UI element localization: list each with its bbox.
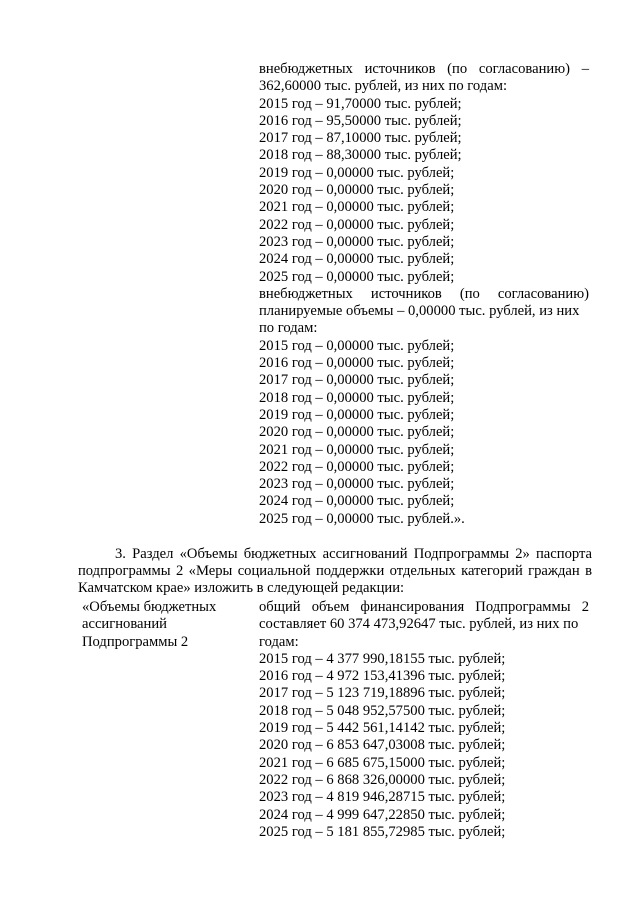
label-line: Подпрограммы 2 (82, 633, 189, 650)
text-line: 2015 год – 4 377 990,18155 тыс. рублей; (259, 650, 506, 667)
text-line: 2015 год – 91,70000 тыс. рублей; (259, 95, 462, 112)
paragraph-line: подпрограммы 2 «Меры социальной поддержки отдельных категорий граждан в (78, 563, 592, 580)
text-line: 2020 год – 0,00000 тыс. рублей; (259, 424, 455, 441)
table-label-cell (82, 599, 252, 651)
text-line: 2021 год – 0,00000 тыс. рублей; (259, 199, 455, 216)
text-line: 2023 год – 4 819 946,28715 тыс. рублей; (259, 789, 506, 806)
text-line: 2022 год – 6 868 326,00000 тыс. рублей; (259, 771, 506, 788)
text-line: внебюджетных источников (по согласованию) – (259, 61, 589, 77)
text-line: общий объем финансирования Подпрограммы 2 (259, 599, 589, 615)
text-line: 2019 год – 0,00000 тыс. рублей; (259, 164, 455, 181)
text-line: 2018 год – 0,00000 тыс. рублей; (259, 389, 455, 406)
text-line: 2023 год – 0,00000 тыс. рублей; (259, 476, 455, 493)
text-line: 2019 год – 5 442 561,14142 тыс. рублей; (259, 720, 506, 737)
text-line: 2018 год – 88,30000 тыс. рублей; (259, 147, 462, 164)
text-line: 2024 год – 0,00000 тыс. рублей; (259, 251, 455, 268)
text-line: 2016 год – 0,00000 тыс. рублей; (259, 355, 455, 372)
text-line: по годам: (259, 320, 318, 337)
text-line: годам: (259, 633, 299, 650)
text-line: 2016 год – 4 972 153,41396 тыс. рублей; (259, 668, 506, 685)
text-line: составляет 60 374 473,92647 тыс. рублей, из них по (259, 616, 579, 633)
text-line: 2017 год – 87,10000 тыс. рублей; (259, 130, 462, 147)
text-line: 2018 год – 5 048 952,57500 тыс. рублей; (259, 702, 506, 719)
text-line: планируемые объемы – 0,00000 тыс. рублей, из них (259, 303, 580, 320)
funding-continuation-block (259, 61, 589, 528)
section-3-paragraph (78, 546, 592, 598)
text-line: 2024 год – 4 999 647,22850 тыс. рублей; (259, 806, 506, 823)
text-line: 2022 год – 0,00000 тыс. рублей; (259, 216, 455, 233)
paragraph-line: Камчатском крае» изложить в следующей редакции: (78, 580, 405, 597)
text-line: 2021 год – 0,00000 тыс. рублей; (259, 441, 455, 458)
text-line: 2017 год – 5 123 719,18896 тыс. рублей; (259, 685, 506, 702)
text-line: 2015 год – 0,00000 тыс. рублей; (259, 337, 455, 354)
text-line: 2025 год – 0,00000 тыс. рублей; (259, 268, 455, 285)
text-line: 2020 год – 0,00000 тыс. рублей; (259, 182, 455, 199)
text-line: 2019 год – 0,00000 тыс. рублей; (259, 406, 455, 423)
label-line: «Объемы бюджетных (82, 599, 217, 615)
text-line: 2020 год – 6 853 647,03008 тыс. рублей; (259, 737, 506, 754)
text-line: 2022 год – 0,00000 тыс. рублей; (259, 458, 455, 475)
text-line: 2023 год – 0,00000 тыс. рублей; (259, 233, 455, 250)
text-line: 362,60000 тыс. рублей, из них по годам: (259, 78, 508, 95)
table-value-cell (259, 599, 589, 841)
text-line: 2024 год – 0,00000 тыс. рублей; (259, 493, 455, 510)
text-line: 2021 год – 6 685 675,15000 тыс. рублей; (259, 754, 506, 771)
paragraph-line: 3. Раздел «Объемы бюджетных ассигнований Подпрограммы 2» паспорта (115, 546, 592, 562)
text-line: 2025 год – 0,00000 тыс. рублей.». (259, 510, 465, 527)
text-line: 2025 год – 5 181 855,72985 тыс. рублей; (259, 823, 506, 840)
text-line: 2017 год – 0,00000 тыс. рублей; (259, 372, 455, 389)
label-line: ассигнований (82, 616, 167, 633)
text-line: 2016 год – 95,50000 тыс. рублей; (259, 112, 462, 129)
text-line: внебюджетных источников (по согласованию) (259, 285, 589, 302)
